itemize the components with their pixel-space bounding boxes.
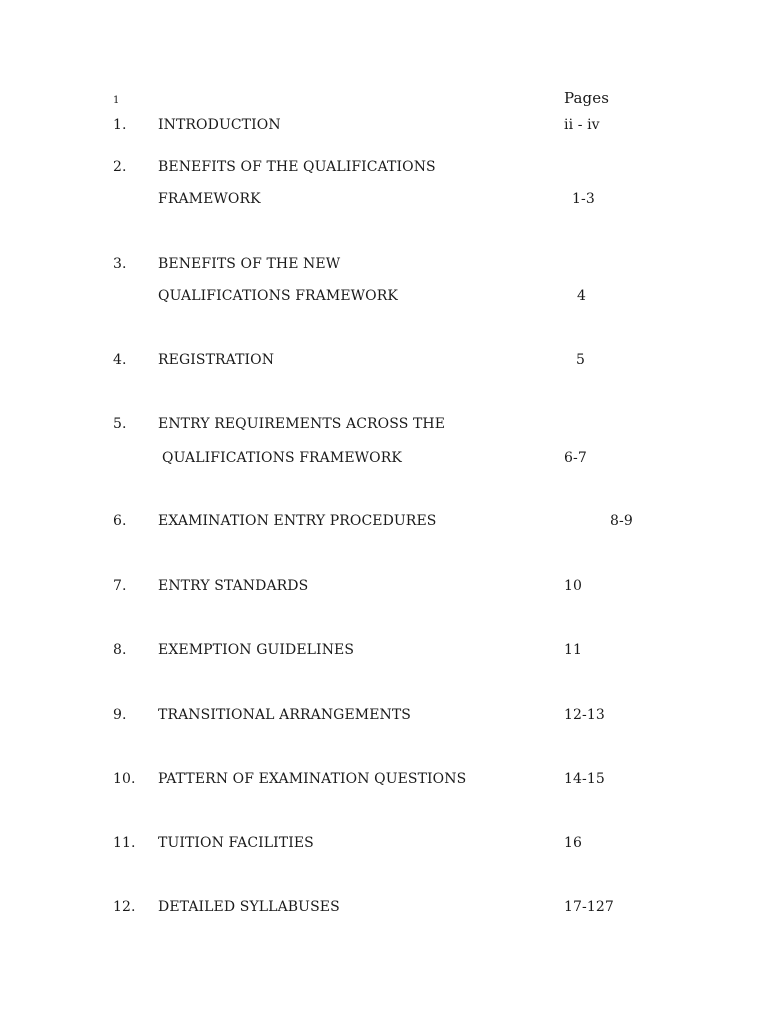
toc-entry-pages: 4 bbox=[577, 288, 587, 304]
toc-entry-number: 1. bbox=[113, 117, 127, 133]
toc-entry-pages: 11 bbox=[564, 642, 583, 658]
toc-entry-title: TUITION FACILITIES bbox=[158, 835, 314, 851]
toc-entry-pages: 14-15 bbox=[564, 771, 605, 787]
toc-entry-title: BENEFITS OF THE NEW bbox=[158, 256, 341, 272]
toc-entry-title: BENEFITS OF THE QUALIFICATIONS bbox=[158, 159, 436, 175]
toc-entry-number: 7. bbox=[113, 578, 127, 594]
toc-entry-pages: 17-127 bbox=[564, 899, 614, 915]
toc-entry-number: 4. bbox=[113, 352, 127, 368]
toc-entry-pages: 6-7 bbox=[564, 450, 587, 466]
toc-entry-pages: ii - iv bbox=[564, 117, 600, 133]
pages-column-heading: Pages bbox=[564, 89, 610, 107]
toc-entry-title: REGISTRATION bbox=[158, 352, 275, 368]
toc-entry-title: TRANSITIONAL ARRANGEMENTS bbox=[158, 707, 412, 723]
toc-entry-pages: 8-9 bbox=[610, 513, 633, 529]
toc-entry-pages: 10 bbox=[564, 578, 583, 594]
toc-entry-title: ENTRY STANDARDS bbox=[158, 578, 309, 594]
toc-entry-number: 6. bbox=[113, 513, 127, 529]
toc-entry-title: ENTRY REQUIREMENTS ACROSS THE bbox=[158, 416, 446, 432]
toc-entry-title: DETAILED SYLLABUSES bbox=[158, 899, 340, 915]
toc-entry-number: 3. bbox=[113, 256, 127, 272]
toc-entry-pages: 1-3 bbox=[572, 191, 595, 207]
toc-entry-title-continued: QUALIFICATIONS FRAMEWORK bbox=[158, 288, 398, 304]
toc-entry-pages: 12-13 bbox=[564, 707, 605, 723]
toc-entry-number: 10. bbox=[113, 771, 136, 787]
toc-entry-number: 9. bbox=[113, 707, 127, 723]
toc-entry-title: EXEMPTION GUIDELINES bbox=[158, 642, 355, 658]
page-marker: 1 bbox=[113, 95, 120, 106]
toc-entry-pages: 5 bbox=[576, 352, 586, 368]
toc-entry-number: 8. bbox=[113, 642, 127, 658]
toc-entry-pages: 16 bbox=[564, 835, 583, 851]
toc-entry-title: EXAMINATION ENTRY PROCEDURES bbox=[158, 513, 437, 529]
toc-entry-number: 5. bbox=[113, 416, 127, 432]
toc-entry-title-continued: FRAMEWORK bbox=[158, 191, 261, 207]
toc-entry-title: PATTERN OF EXAMINATION QUESTIONS bbox=[158, 771, 467, 787]
toc-entry-number: 2. bbox=[113, 159, 127, 175]
toc-entry-number: 12. bbox=[113, 899, 136, 915]
toc-entry-title: INTRODUCTION bbox=[158, 117, 281, 133]
toc-entry-title-continued: QUALIFICATIONS FRAMEWORK bbox=[162, 450, 402, 466]
toc-entry-number: 11. bbox=[113, 835, 136, 851]
